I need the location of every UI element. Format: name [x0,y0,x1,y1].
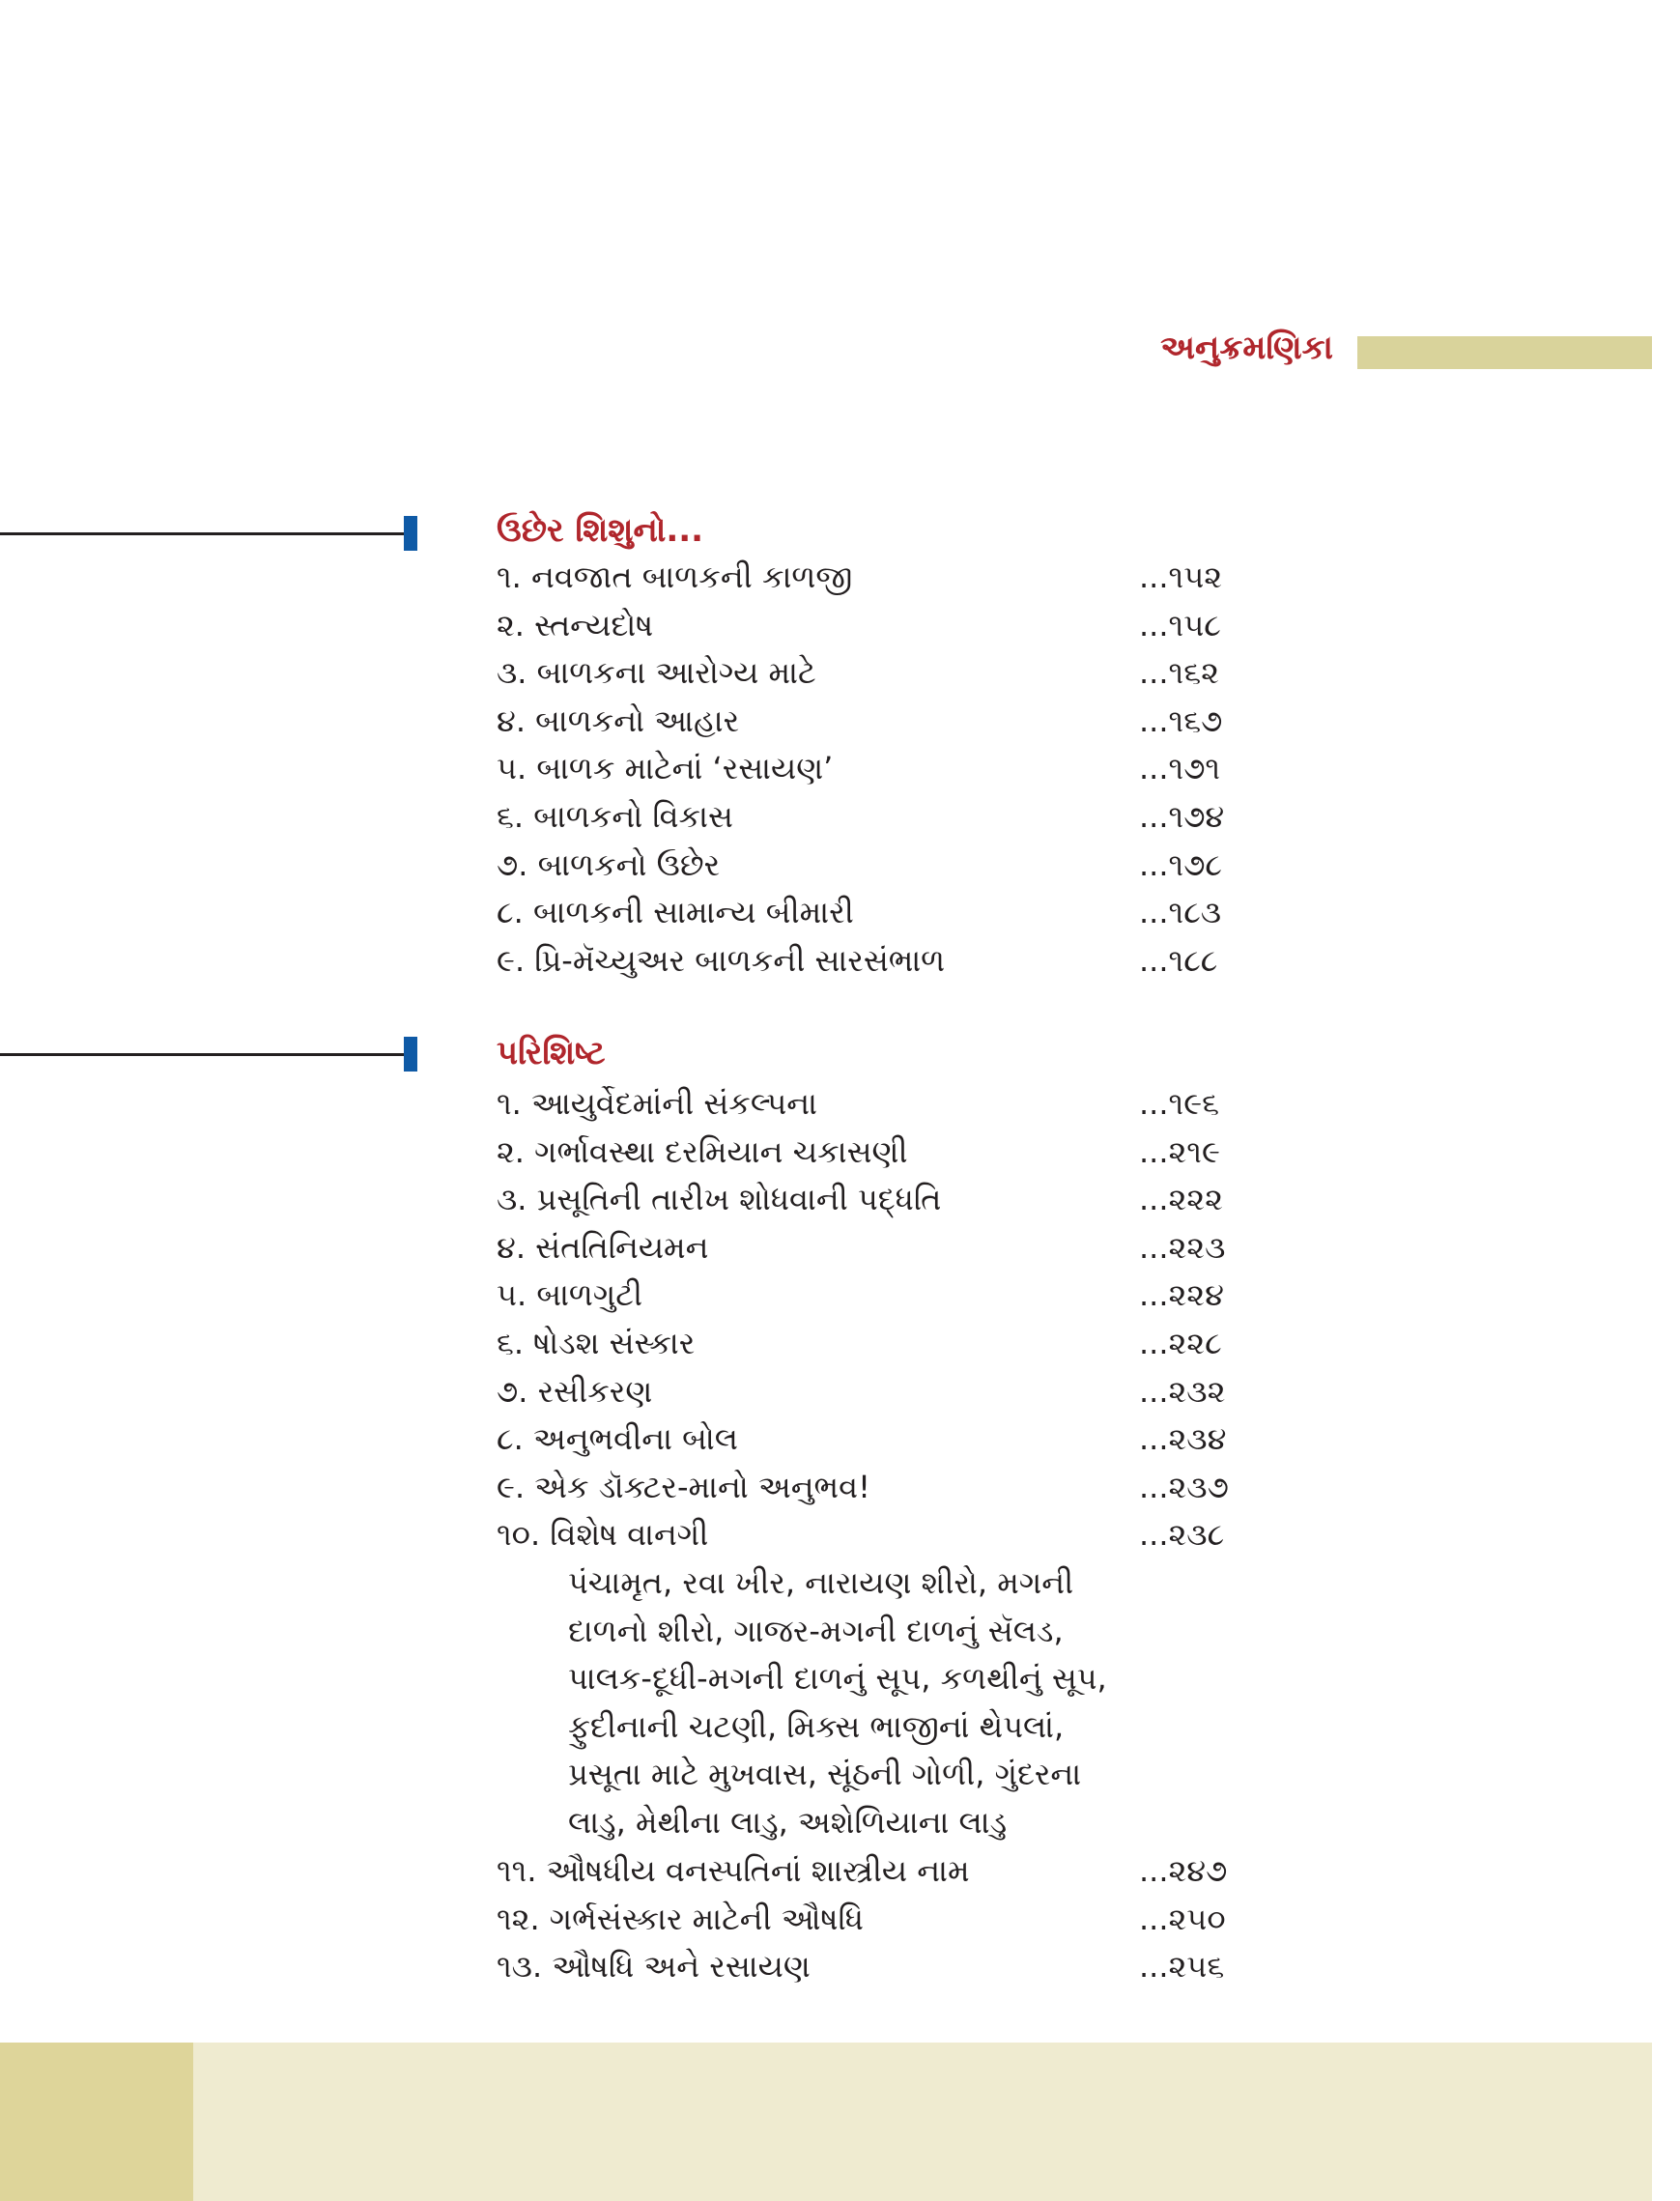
toc-entry-label: ૭. રસીકરણ [497,1372,653,1410]
toc-entry-label: ૬. ષોડશ સંસ્કાર [497,1324,696,1361]
recipe-line: પંચામૃત, રવા ખીર, નારાયણ શીરો, મગની [568,1564,1074,1601]
toc-entry-label: ૧૩. ઔષધિ અને રસાયણ [497,1948,811,1986]
toc-entry[interactable] [497,698,1250,746]
recipe-line: પ્રસૂતા માટે મુખવાસ, સૂંઠની ગોળી, ગુંદરના [568,1756,1082,1793]
toc-entry[interactable] [497,937,1250,986]
toc-entry-label: ૫. બાળગુટી [497,1276,643,1314]
toc-entry[interactable] [497,1272,1250,1320]
section-marker [404,516,417,551]
toc-entry-page: ...૧૯૬ [1139,1085,1220,1122]
section-marker [404,1037,417,1072]
recipe-line: પાલક-દૂધી-મગની દાળનું સૂપ, કળથીનું સૂપ, [568,1660,1107,1698]
toc-entry-label: ૯. એક ડૉક્ટર-માનો અનુભવ! [497,1468,870,1505]
toc-entry-label: ૭. બાળકનો ઉછેર [497,845,721,883]
toc-entry-label: ૨. ગર્ભાવસ્થા દરમિયાન ચકાસણી [497,1132,908,1170]
toc-entry-page: ...૨૨૪ [1139,1276,1224,1314]
toc-entry-page: ...૧૫૨ [1139,558,1223,595]
toc-entry-page: ...૨૨૩ [1139,1228,1226,1266]
toc-entry[interactable] [497,1320,1250,1368]
toc-entry-label: ૧. આયુર્વેદમાંની સંકલ્પના [497,1085,817,1122]
toc-entry-page: ...૧૮૮ [1139,941,1218,979]
toc-list-section-2 [497,1080,1250,1559]
toc-entry-label: ૩. પ્રસૂતિની તારીખ શોધવાની પદ્ધતિ [497,1181,942,1218]
toc-entry[interactable] [497,1129,1250,1177]
toc-entry-label: ૮. અનુભવીના બોલ [497,1420,738,1458]
toc-entry[interactable] [497,793,1250,842]
page-title: અનુક્રમણિકા [1160,329,1333,367]
toc-entry-page: ...૨૫૬ [1139,1948,1225,1986]
toc-entry[interactable] [497,554,1250,602]
toc-entry-page: ...૧૮૩ [1139,894,1222,931]
toc-entry-page: ...૨૨૨ [1139,1181,1223,1218]
toc-entry-page: ...૧૫૮ [1139,606,1221,643]
toc-entry-page: ...૨૩૪ [1139,1420,1227,1458]
toc-entry[interactable] [497,889,1250,937]
section-rule [0,1053,404,1056]
toc-entry-label: ૧૦. વિશેષ વાનગી [497,1516,709,1554]
toc-entry-page: ...૧૭૧ [1139,750,1221,787]
toc-entry-label: ૧. નવજાત બાળકની કાળજી [497,558,853,595]
toc-entry[interactable] [497,1224,1250,1272]
toc-entry-page: ...૨૨૮ [1139,1324,1222,1361]
toc-entry-label: ૪. સંતતિનિયમન [497,1228,709,1266]
toc-entry[interactable] [497,1847,1250,1896]
recipe-line: ફુદીનાની ચટણી, મિક્સ ભાજીનાં થેપલાં, [568,1707,1065,1745]
toc-entry-page: ...૧૬૨ [1139,654,1219,692]
toc-entry[interactable] [497,1464,1250,1512]
toc-list-section-1 [497,554,1250,985]
toc-entry-label: ૬. બાળકનો વિકાસ [497,797,733,835]
toc-entry-page: ...૨૪૭ [1139,1852,1228,1889]
toc-entry[interactable] [497,649,1250,698]
toc-entry[interactable] [497,1943,1250,1991]
recipe-line: લાડુ, મેથીના લાડુ, અશેળિયાના લાડુ [568,1803,1008,1841]
toc-entry-label: ૮. બાળકની સામાન્ય બીમારી [497,894,854,931]
toc-entry-label: ૨. સ્તન્યદોષ [497,606,654,643]
footer-band-right [193,2043,1652,2201]
footer-band-left [0,2043,193,2201]
toc-entry-label: ૧૨. ગર્ભસંસ્કાર માટેની ઔષધિ [497,1900,864,1937]
toc-entry-page: ...૨૫૦ [1139,1900,1226,1937]
toc-entry-label: ૯. પ્રિ-મૅચ્યુઅર બાળકની સારસંભાળ [497,941,946,979]
toc-entry[interactable] [497,842,1250,890]
toc-entry-page: ...૨૩૮ [1139,1516,1225,1554]
toc-entry-label: ૪. બાળકનો આહાર [497,701,740,739]
section-rule [0,532,404,535]
toc-entry[interactable] [497,1415,1250,1464]
toc-entry[interactable] [497,602,1250,650]
toc-entry-label: ૩. બાળકના આરોગ્ય માટે [497,654,816,692]
toc-entry[interactable] [497,1176,1250,1224]
toc-entry[interactable] [497,745,1250,793]
toc-entry[interactable] [497,1896,1250,1944]
toc-entry-page: ...૨૧૯ [1139,1132,1220,1170]
toc-entry-label: ૧૧. ઔષધીય વનસ્પતિનાં શાસ્ત્રીય નામ [497,1852,970,1889]
toc-entry-page: ...૨૩૭ [1139,1468,1229,1505]
recipe-line: દાળનો શીરો, ગાજર-મગની દાળનું સૅલડ, [568,1612,1064,1649]
section-title: ઉછેર શિશુનો... [497,511,704,550]
toc-entry-page: ...૧૭૮ [1139,845,1223,883]
toc-entry[interactable] [497,1080,1250,1129]
toc-entry-label: ૫. બાળક માટેનાં ‘રસાયણ’ [497,750,834,787]
toc-list-section-2-continued [497,1847,1250,1991]
toc-entry-page: ...૧૭૪ [1139,797,1225,835]
recipe-sublist [568,1559,1244,1847]
toc-entry-page: ...૧૬૭ [1139,701,1223,739]
toc-entry[interactable] [497,1511,1250,1559]
toc-entry[interactable] [497,1368,1250,1416]
header-band [1357,336,1652,369]
toc-entry-page: ...૨૩૨ [1139,1372,1226,1410]
section-title: પરિશિષ્ટ [497,1034,606,1072]
